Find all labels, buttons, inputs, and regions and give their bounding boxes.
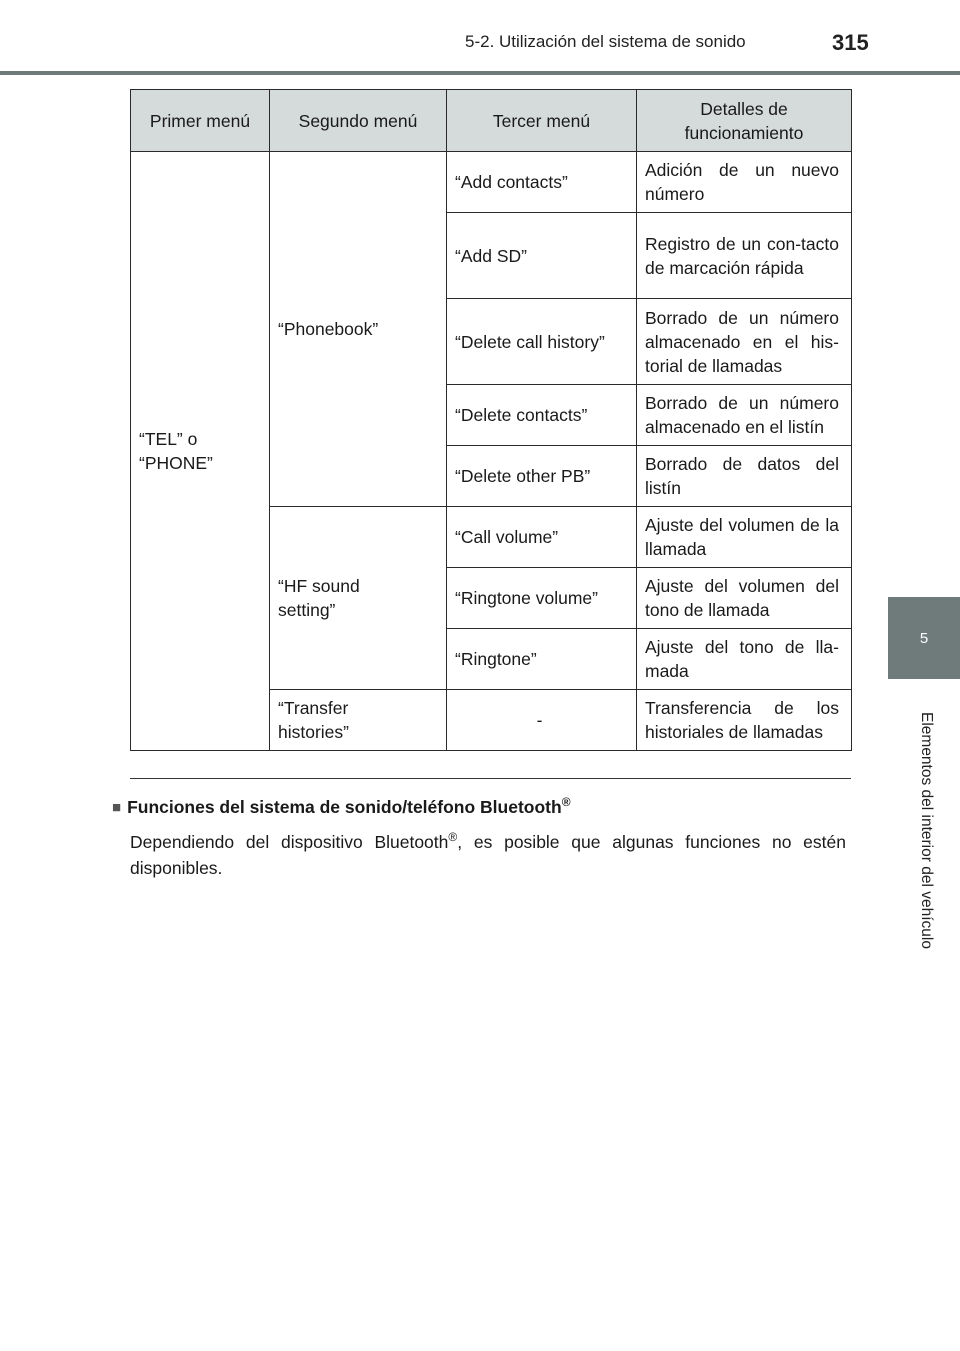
third-menu-cell: “Delete call history” xyxy=(447,299,637,385)
second-menu-cell: “Transfer histories” xyxy=(270,690,447,751)
chapter-tab xyxy=(888,597,960,679)
detail-cell: Registro de un con-tacto de marcación rápida xyxy=(637,213,852,299)
third-menu-cell: “Add SD” xyxy=(447,213,637,299)
detail-cell: Ajuste del volumen del tono de llamada xyxy=(637,568,852,629)
detail-cell: Borrado de datos del listín xyxy=(637,446,852,507)
chapter-side-label xyxy=(914,690,938,970)
detail-cell: Borrado de un número almacenado en el his-torial de llamadas xyxy=(637,299,852,385)
square-bullet-icon: ■ xyxy=(112,798,122,816)
header-first-menu: Primer menú xyxy=(131,90,270,152)
chapter-number: 5 xyxy=(919,629,929,647)
second-menu-cell: “Phonebook” xyxy=(270,152,447,507)
chapter-title: Elementos del interior del vehículo xyxy=(918,711,935,949)
registered-mark: ® xyxy=(561,795,571,809)
header-operation-details: Detalles de funcionamiento xyxy=(637,90,852,152)
second-menu-cell: “HF sound setting” xyxy=(270,507,447,690)
table-header-row xyxy=(131,90,852,152)
third-menu-cell: “Ringtone volume” xyxy=(447,568,637,629)
section-divider xyxy=(130,778,851,779)
paragraph-text-end: , es posible que algunas funciones no estén disponibles. xyxy=(130,831,846,878)
third-menu-cell: - xyxy=(447,690,637,751)
section-paragraph xyxy=(130,824,846,881)
page-number: 315 xyxy=(832,30,869,55)
detail-cell: Transferencia de los historiales de llamadas xyxy=(637,690,852,751)
table-row xyxy=(131,152,852,213)
header-second-menu: Segundo menú xyxy=(270,90,447,152)
third-menu-cell: “Ringtone” xyxy=(447,629,637,690)
registered-mark: ® xyxy=(448,830,458,844)
detail-cell: Borrado de un número almacenado en el listín xyxy=(637,385,852,446)
paragraph-text-start: Dependiendo del dispositivo Bluetooth xyxy=(130,831,449,852)
header-rule xyxy=(0,71,960,75)
section-heading-text: Funciones del sistema de sonido/teléfono Bluetooth xyxy=(127,796,562,817)
detail-cell: Ajuste del volumen de la llamada xyxy=(637,507,852,568)
first-menu-cell: “TEL” o “PHONE” xyxy=(131,152,270,751)
third-menu-cell: “Delete contacts” xyxy=(447,385,637,446)
detail-cell: Adición de un nuevo número xyxy=(637,152,852,213)
header-third-menu: Tercer menú xyxy=(447,90,637,152)
section-heading xyxy=(112,795,571,818)
detail-cell: Ajuste del tono de lla-mada xyxy=(637,629,852,690)
running-header-section: 5-2. Utilización del sistema de sonido xyxy=(465,32,746,51)
third-menu-cell: “Call volume” xyxy=(447,507,637,568)
menu-table xyxy=(130,89,852,751)
third-menu-cell: “Add contacts” xyxy=(447,152,637,213)
third-menu-cell: “Delete other PB” xyxy=(447,446,637,507)
